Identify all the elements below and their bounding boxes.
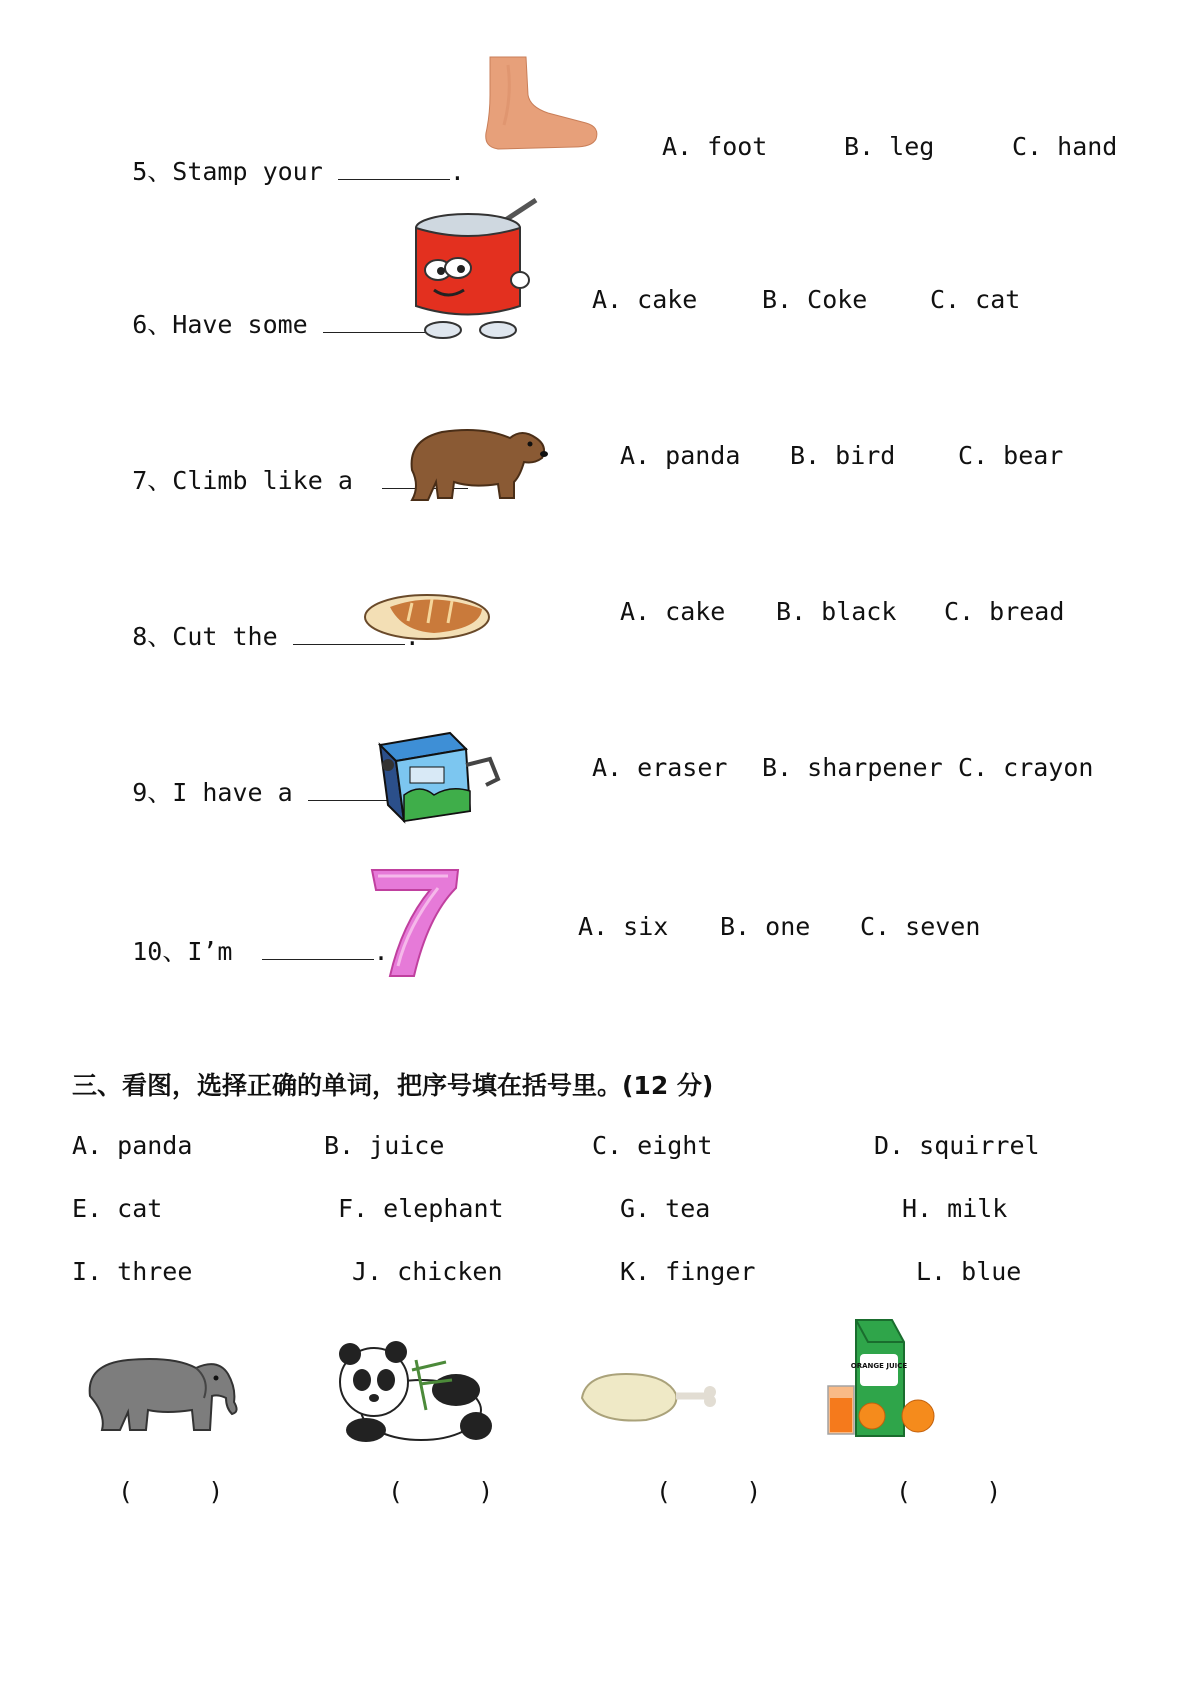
panda-icon	[326, 1340, 496, 1445]
option-b[interactable]: B. black	[776, 597, 897, 626]
word-option: F. elephant	[338, 1194, 504, 1223]
section-heading: 三、看图，选择正确的单词，把序号填在括号里。(12 分)	[72, 1071, 714, 1100]
word-option: H. milk	[902, 1194, 1008, 1223]
option-c[interactable]: C. bear	[958, 441, 1064, 470]
option-c[interactable]: C. cat	[930, 285, 1021, 314]
word-option: G. tea	[620, 1194, 711, 1223]
bread-icon	[362, 585, 492, 645]
word-option: B. juice	[324, 1131, 445, 1160]
answer-bracket[interactable]: ( )	[656, 1477, 762, 1506]
question-text: 5、Stamp your	[132, 157, 338, 186]
chicken-leg-icon	[576, 1368, 726, 1428]
question-text: 9、I have a	[132, 778, 308, 807]
word-option: K. finger	[620, 1257, 756, 1286]
question-text: 6、Have some	[132, 310, 323, 339]
coke-can-icon	[408, 198, 548, 343]
word-option: D. squirrel	[874, 1131, 1040, 1160]
option-c[interactable]: C. bread	[944, 597, 1065, 626]
word-option: C. eight	[592, 1131, 713, 1160]
question-text: 7、Climb like a	[132, 466, 368, 495]
elephant-icon	[78, 1350, 243, 1435]
juice-label: ORANGE JUICE	[850, 1362, 908, 1370]
orange-juice-icon	[826, 1316, 941, 1441]
option-b[interactable]: B. leg	[844, 132, 935, 161]
answer-bracket[interactable]: ( )	[388, 1477, 494, 1506]
option-c[interactable]: C. crayon	[958, 753, 1094, 782]
option-a[interactable]: A. eraser	[592, 753, 728, 782]
option-c[interactable]: C. seven	[860, 912, 981, 941]
answer-blank[interactable]	[262, 939, 374, 960]
answer-bracket[interactable]: ( )	[118, 1477, 224, 1506]
question-text: 10、I’m	[132, 937, 248, 966]
word-option: I. three	[72, 1257, 193, 1286]
bear-icon	[402, 420, 552, 505]
option-b[interactable]: B. sharpener	[762, 753, 943, 782]
option-a[interactable]: A. cake	[620, 597, 726, 626]
word-option: A. panda	[72, 1131, 193, 1160]
option-b[interactable]: B. bird	[790, 441, 896, 470]
word-option: J. chicken	[352, 1257, 503, 1286]
option-a[interactable]: A. panda	[620, 441, 741, 470]
option-c[interactable]: C. hand	[1012, 132, 1118, 161]
option-a[interactable]: A. cake	[592, 285, 698, 314]
option-a[interactable]: A. foot	[662, 132, 768, 161]
option-b[interactable]: B. Coke	[762, 285, 868, 314]
question-text: 8、Cut the	[132, 622, 293, 651]
word-option: L. blue	[916, 1257, 1022, 1286]
answer-bracket[interactable]: ( )	[896, 1477, 1002, 1506]
option-b[interactable]: B. one	[720, 912, 811, 941]
foot-icon	[478, 55, 608, 155]
word-option: E. cat	[72, 1194, 163, 1223]
sharpener-icon	[370, 725, 505, 825]
answer-blank[interactable]	[338, 159, 450, 180]
option-a[interactable]: A. six	[578, 912, 669, 941]
number-seven-icon	[368, 866, 463, 981]
